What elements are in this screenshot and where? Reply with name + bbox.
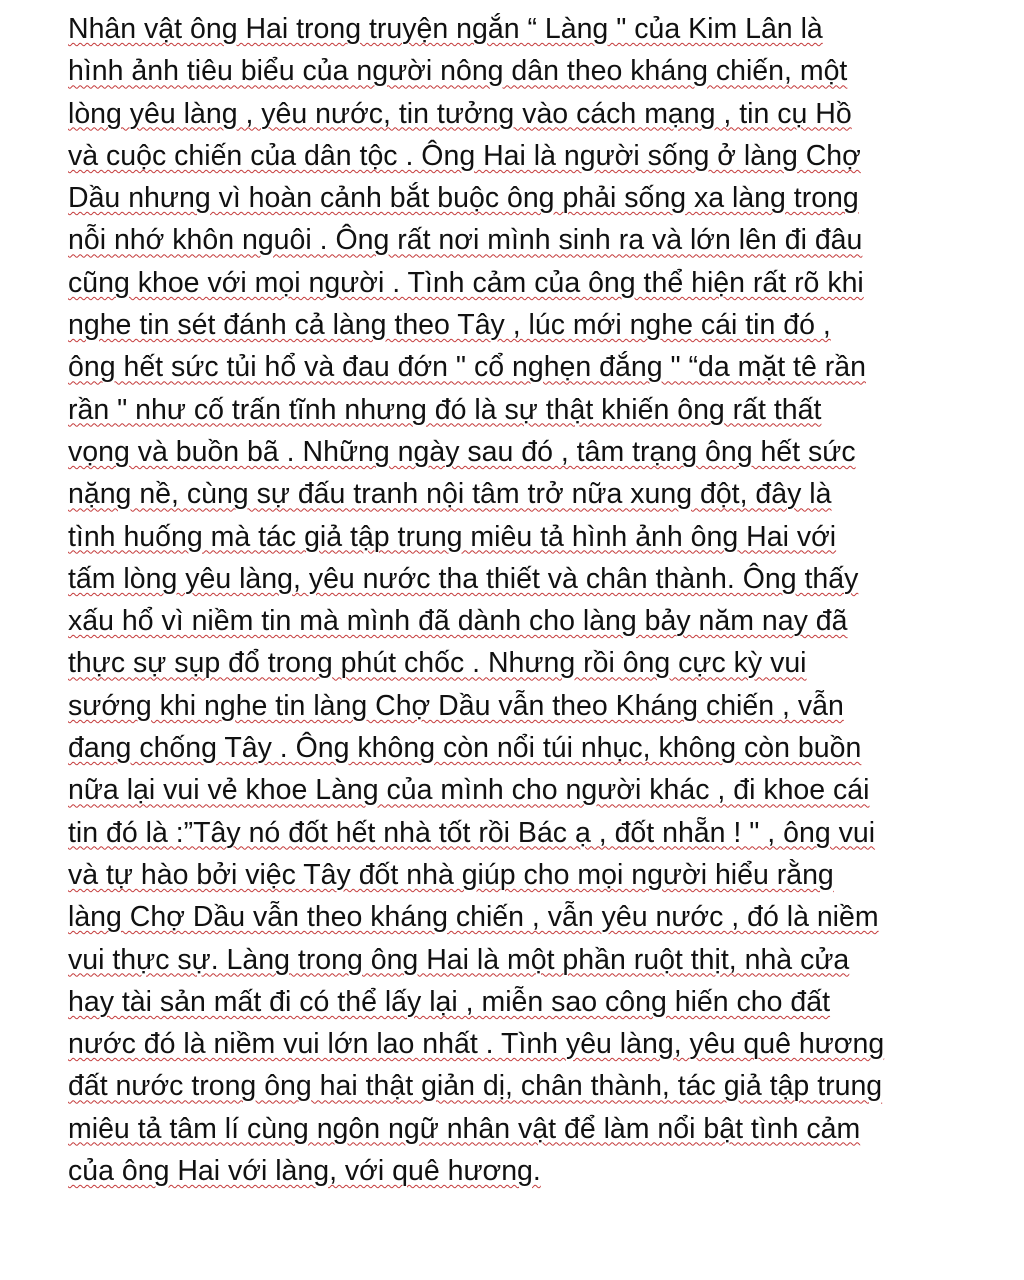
text-line-5: Dầu nhưng vì hoàn cảnh bắt buộc ông phải sống xa làng trong <box>68 182 859 215</box>
text-line-13: tình huống mà tác giả tập trung miêu tả hình ảnh ông Hai với <box>68 520 837 553</box>
text-line-3: lòng yêu làng , yêu nước, tin tưởng vào cách mạng , tin cụ Hồ <box>68 97 852 130</box>
text-line-16: thực sự sụp đổ trong phút chốc . Nhưng rồi ông cực kỳ vui <box>68 647 807 680</box>
text-line-28: của ông Hai với làng, với quê hương. <box>68 1155 541 1188</box>
text-line-22: làng Chợ Dầu vẫn theo kháng chiến , vẫn yêu nước , đó là niềm <box>68 901 879 934</box>
text-line-24: hay tài sản mất đi có thể lấy lại , miễn sao công hiến cho đất <box>68 985 831 1018</box>
text-line-19: nữa lại vui vẻ khoe Làng của mình cho người khác , đi khoe cái <box>68 774 870 807</box>
text-line-7: cũng khoe với mọi người . Tình cảm của ông thể hiện rất rõ khi <box>68 266 864 299</box>
text-line-21: và tự hào bởi việc Tây đốt nhà giúp cho mọi người hiểu rằng <box>68 858 834 891</box>
text-line-25: nước đó là niềm vui lớn lao nhất . Tình yêu làng, yêu quê hương <box>68 1028 885 1061</box>
text-line-23: vui thực sự. Làng trong ông Hai là một phần ruột thịt, nhà cửa <box>68 943 850 976</box>
text-line-9: ông hết sức tủi hổ và đau đớn " cổ nghẹn đắng " “da mặt tê rần <box>68 351 866 384</box>
text-line-27: miêu tả tâm lí cùng ngôn ngữ nhân vật để làm nổi bật tình cảm <box>68 1112 861 1145</box>
text-line-2: hình ảnh tiêu biểu của người nông dân theo kháng chiến, một <box>68 55 848 88</box>
essay-paragraph <box>68 8 968 1192</box>
text-line-10: rần " như cố trấn tĩnh nhưng đó là sự thật khiến ông rất thất <box>68 393 822 426</box>
text-line-18: đang chống Tây . Ông không còn nổi túi nhục, không còn buồn <box>68 732 862 765</box>
text-line-20: tin đó là :”Tây nó đốt hết nhà tốt rồi Bác ạ , đốt nhẵn ! " , ông vui <box>68 816 876 849</box>
text-line-14: tấm lòng yêu làng, yêu nước tha thiết và chân thành. Ông thấy <box>68 562 859 595</box>
text-line-15: xấu hổ vì niềm tin mà mình đã dành cho làng bảy năm nay đã <box>68 605 848 638</box>
text-line-11: vọng và buồn bã . Những ngày sau đó , tâm trạng ông hết sức <box>68 435 856 468</box>
text-line-26: đất nước trong ông hai thật giản dị, chân thành, tác giả tập trung <box>68 1070 883 1103</box>
text-line-12: nặng nề, cùng sự đấu tranh nội tâm trở nữa xung đột, đây là <box>68 478 832 511</box>
text-line-8: nghe tin sét đánh cả làng theo Tây , lúc mới nghe cái tin đó , <box>68 309 831 342</box>
text-line-4: và cuộc chiến của dân tộc . Ông Hai là người sống ở làng Chợ <box>68 139 861 172</box>
text-line-6: nỗi nhớ khôn nguôi . Ông rất nơi mình sinh ra và lớn lên đi đâu <box>68 224 863 257</box>
text-line-17: sướng khi nghe tin làng Chợ Dầu vẫn theo Kháng chiến , vẫn <box>68 689 844 722</box>
text-line-1: Nhân vật ông Hai trong truyện ngắn “ Làng " của Kim Lân là <box>68 13 823 45</box>
